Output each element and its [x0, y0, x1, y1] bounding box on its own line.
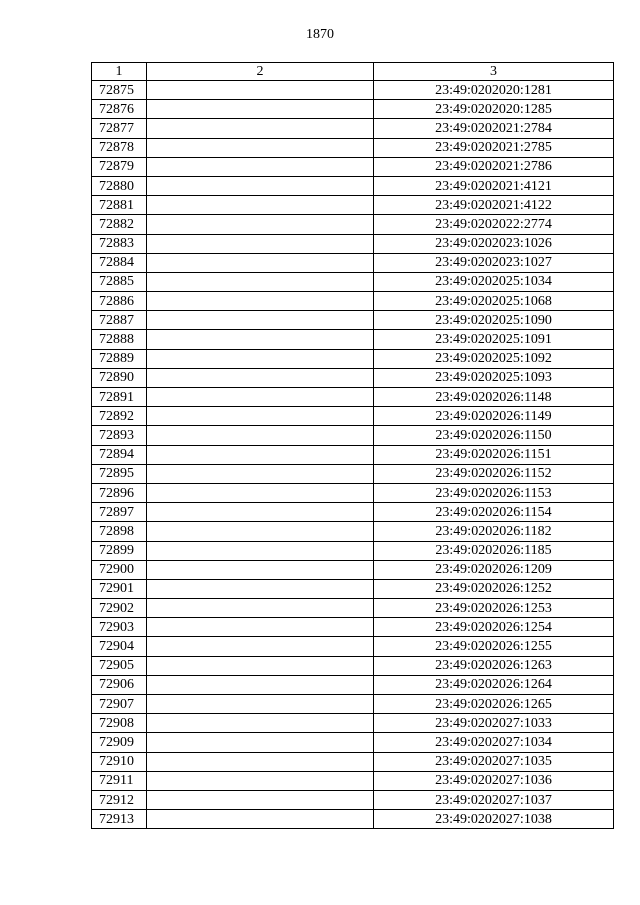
cadastral-number-cell: 23:49:0202026:1265 — [374, 695, 614, 714]
row-name-cell — [147, 503, 374, 522]
row-number-cell: 72897 — [92, 503, 147, 522]
row-number-cell: 72912 — [92, 790, 147, 809]
table-row — [92, 790, 614, 809]
row-name-cell — [147, 215, 374, 234]
table-row — [92, 503, 614, 522]
cadastral-number-cell: 23:49:0202021:4122 — [374, 196, 614, 215]
table-row — [92, 311, 614, 330]
cadastral-number-cell: 23:49:0202027:1035 — [374, 752, 614, 771]
table-row — [92, 695, 614, 714]
row-name-cell — [147, 176, 374, 195]
row-name-cell — [147, 292, 374, 311]
row-number-cell: 72879 — [92, 157, 147, 176]
table-row — [92, 157, 614, 176]
row-name-cell — [147, 733, 374, 752]
cadastral-number-cell: 23:49:0202020:1281 — [374, 81, 614, 100]
row-number-cell: 72891 — [92, 388, 147, 407]
table-row — [92, 368, 614, 387]
row-number-cell: 72911 — [92, 771, 147, 790]
row-number-cell: 72885 — [92, 272, 147, 291]
table-row — [92, 426, 614, 445]
row-name-cell — [147, 541, 374, 560]
row-name-cell — [147, 675, 374, 694]
row-number-cell: 72907 — [92, 695, 147, 714]
row-name-cell — [147, 522, 374, 541]
cadastral-number-cell: 23:49:0202026:1263 — [374, 656, 614, 675]
table-row — [92, 330, 614, 349]
cadastral-number-cell: 23:49:0202026:1209 — [374, 560, 614, 579]
cadastral-number-cell: 23:49:0202023:1026 — [374, 234, 614, 253]
row-number-cell: 72909 — [92, 733, 147, 752]
cadastral-number-cell: 23:49:0202023:1027 — [374, 253, 614, 272]
row-name-cell — [147, 810, 374, 829]
cadastral-number-cell: 23:49:0202027:1033 — [374, 714, 614, 733]
cadastral-number-cell: 23:49:0202027:1034 — [374, 733, 614, 752]
cadastral-number-cell: 23:49:0202026:1154 — [374, 503, 614, 522]
table-row — [92, 560, 614, 579]
cadastral-number-cell: 23:49:0202026:1252 — [374, 579, 614, 598]
cadastral-number-cell: 23:49:0202021:2785 — [374, 138, 614, 157]
table-row — [92, 100, 614, 119]
row-number-cell: 72888 — [92, 330, 147, 349]
row-name-cell — [147, 234, 374, 253]
row-name-cell — [147, 330, 374, 349]
cadastral-number-cell: 23:49:0202026:1153 — [374, 483, 614, 502]
row-number-cell: 72913 — [92, 810, 147, 829]
table-row — [92, 618, 614, 637]
table-row — [92, 292, 614, 311]
table-row — [92, 464, 614, 483]
row-number-cell: 72880 — [92, 176, 147, 195]
cadastral-number-cell: 23:49:0202025:1034 — [374, 272, 614, 291]
row-number-cell: 72883 — [92, 234, 147, 253]
row-name-cell — [147, 157, 374, 176]
table-row — [92, 541, 614, 560]
page-number: 1870 — [306, 27, 334, 42]
table-row — [92, 407, 614, 426]
row-number-cell: 72896 — [92, 483, 147, 502]
row-number-cell: 72902 — [92, 599, 147, 618]
row-name-cell — [147, 599, 374, 618]
table-row — [92, 810, 614, 829]
row-number-cell: 72908 — [92, 714, 147, 733]
cadastral-number-cell: 23:49:0202026:1150 — [374, 426, 614, 445]
table-body — [92, 81, 614, 829]
table-row — [92, 234, 614, 253]
cadastral-number-cell: 23:49:0202026:1148 — [374, 388, 614, 407]
row-name-cell — [147, 714, 374, 733]
row-name-cell — [147, 695, 374, 714]
row-number-cell: 72889 — [92, 349, 147, 368]
row-number-cell: 72894 — [92, 445, 147, 464]
table-row — [92, 388, 614, 407]
column-header-2: 2 — [147, 63, 374, 81]
row-number-cell: 72904 — [92, 637, 147, 656]
row-name-cell — [147, 311, 374, 330]
cadastral-number-cell: 23:49:0202025:1093 — [374, 368, 614, 387]
cadastral-number-cell: 23:49:0202025:1092 — [374, 349, 614, 368]
row-name-cell — [147, 138, 374, 157]
row-number-cell: 72901 — [92, 579, 147, 598]
cadastral-number-cell: 23:49:0202026:1255 — [374, 637, 614, 656]
table-row — [92, 138, 614, 157]
cadastral-number-cell: 23:49:0202025:1091 — [374, 330, 614, 349]
table-row — [92, 733, 614, 752]
cadastral-number-cell: 23:49:0202025:1068 — [374, 292, 614, 311]
cadastral-number-cell: 23:49:0202021:4121 — [374, 176, 614, 195]
cadastral-number-cell: 23:49:0202027:1037 — [374, 790, 614, 809]
column-header-1: 1 — [92, 63, 147, 81]
cadastral-number-cell: 23:49:0202027:1038 — [374, 810, 614, 829]
row-number-cell: 72910 — [92, 752, 147, 771]
row-number-cell: 72877 — [92, 119, 147, 138]
row-number-cell: 72882 — [92, 215, 147, 234]
cadastral-number-cell: 23:49:0202020:1285 — [374, 100, 614, 119]
row-number-cell: 72903 — [92, 618, 147, 637]
row-number-cell: 72898 — [92, 522, 147, 541]
row-name-cell — [147, 368, 374, 387]
table-row — [92, 81, 614, 100]
table-row — [92, 771, 614, 790]
row-number-cell: 72895 — [92, 464, 147, 483]
table-row — [92, 196, 614, 215]
row-number-cell: 72878 — [92, 138, 147, 157]
table-row — [92, 483, 614, 502]
table-row — [92, 522, 614, 541]
row-number-cell: 72906 — [92, 675, 147, 694]
row-name-cell — [147, 752, 374, 771]
table-row — [92, 637, 614, 656]
row-name-cell — [147, 388, 374, 407]
table-header-row — [92, 63, 614, 81]
table-row — [92, 752, 614, 771]
row-name-cell — [147, 445, 374, 464]
row-name-cell — [147, 100, 374, 119]
row-name-cell — [147, 272, 374, 291]
row-number-cell: 72876 — [92, 100, 147, 119]
row-name-cell — [147, 119, 374, 138]
row-number-cell: 72899 — [92, 541, 147, 560]
cadastral-number-cell: 23:49:0202021:2784 — [374, 119, 614, 138]
row-number-cell: 72881 — [92, 196, 147, 215]
registry-table — [91, 62, 614, 829]
row-name-cell — [147, 407, 374, 426]
row-name-cell — [147, 618, 374, 637]
cadastral-number-cell: 23:49:0202026:1151 — [374, 445, 614, 464]
cadastral-number-cell: 23:49:0202026:1152 — [374, 464, 614, 483]
cadastral-number-cell: 23:49:0202026:1254 — [374, 618, 614, 637]
row-number-cell: 72884 — [92, 253, 147, 272]
table-row — [92, 349, 614, 368]
table-row — [92, 253, 614, 272]
table-row — [92, 176, 614, 195]
row-number-cell: 72900 — [92, 560, 147, 579]
row-name-cell — [147, 771, 374, 790]
cadastral-number-cell: 23:49:0202026:1149 — [374, 407, 614, 426]
table-row — [92, 272, 614, 291]
cadastral-number-cell: 23:49:0202027:1036 — [374, 771, 614, 790]
row-name-cell — [147, 464, 374, 483]
column-header-3: 3 — [374, 63, 614, 81]
row-number-cell: 72905 — [92, 656, 147, 675]
cadastral-number-cell: 23:49:0202026:1182 — [374, 522, 614, 541]
cadastral-number-cell: 23:49:0202025:1090 — [374, 311, 614, 330]
row-name-cell — [147, 560, 374, 579]
table-row — [92, 675, 614, 694]
cadastral-number-cell: 23:49:0202022:2774 — [374, 215, 614, 234]
row-name-cell — [147, 196, 374, 215]
table-row — [92, 119, 614, 138]
table-row — [92, 714, 614, 733]
cadastral-number-cell: 23:49:0202021:2786 — [374, 157, 614, 176]
row-name-cell — [147, 253, 374, 272]
row-number-cell: 72887 — [92, 311, 147, 330]
row-number-cell: 72893 — [92, 426, 147, 445]
row-number-cell: 72875 — [92, 81, 147, 100]
row-name-cell — [147, 483, 374, 502]
row-name-cell — [147, 349, 374, 368]
table-row — [92, 656, 614, 675]
table-row — [92, 445, 614, 464]
table-row — [92, 579, 614, 598]
row-name-cell — [147, 81, 374, 100]
row-name-cell — [147, 656, 374, 675]
cadastral-number-cell: 23:49:0202026:1264 — [374, 675, 614, 694]
row-name-cell — [147, 790, 374, 809]
row-number-cell: 72890 — [92, 368, 147, 387]
table-row — [92, 599, 614, 618]
cadastral-number-cell: 23:49:0202026:1253 — [374, 599, 614, 618]
row-name-cell — [147, 579, 374, 598]
row-name-cell — [147, 637, 374, 656]
cadastral-number-cell: 23:49:0202026:1185 — [374, 541, 614, 560]
row-number-cell: 72892 — [92, 407, 147, 426]
table-row — [92, 215, 614, 234]
row-name-cell — [147, 426, 374, 445]
row-number-cell: 72886 — [92, 292, 147, 311]
